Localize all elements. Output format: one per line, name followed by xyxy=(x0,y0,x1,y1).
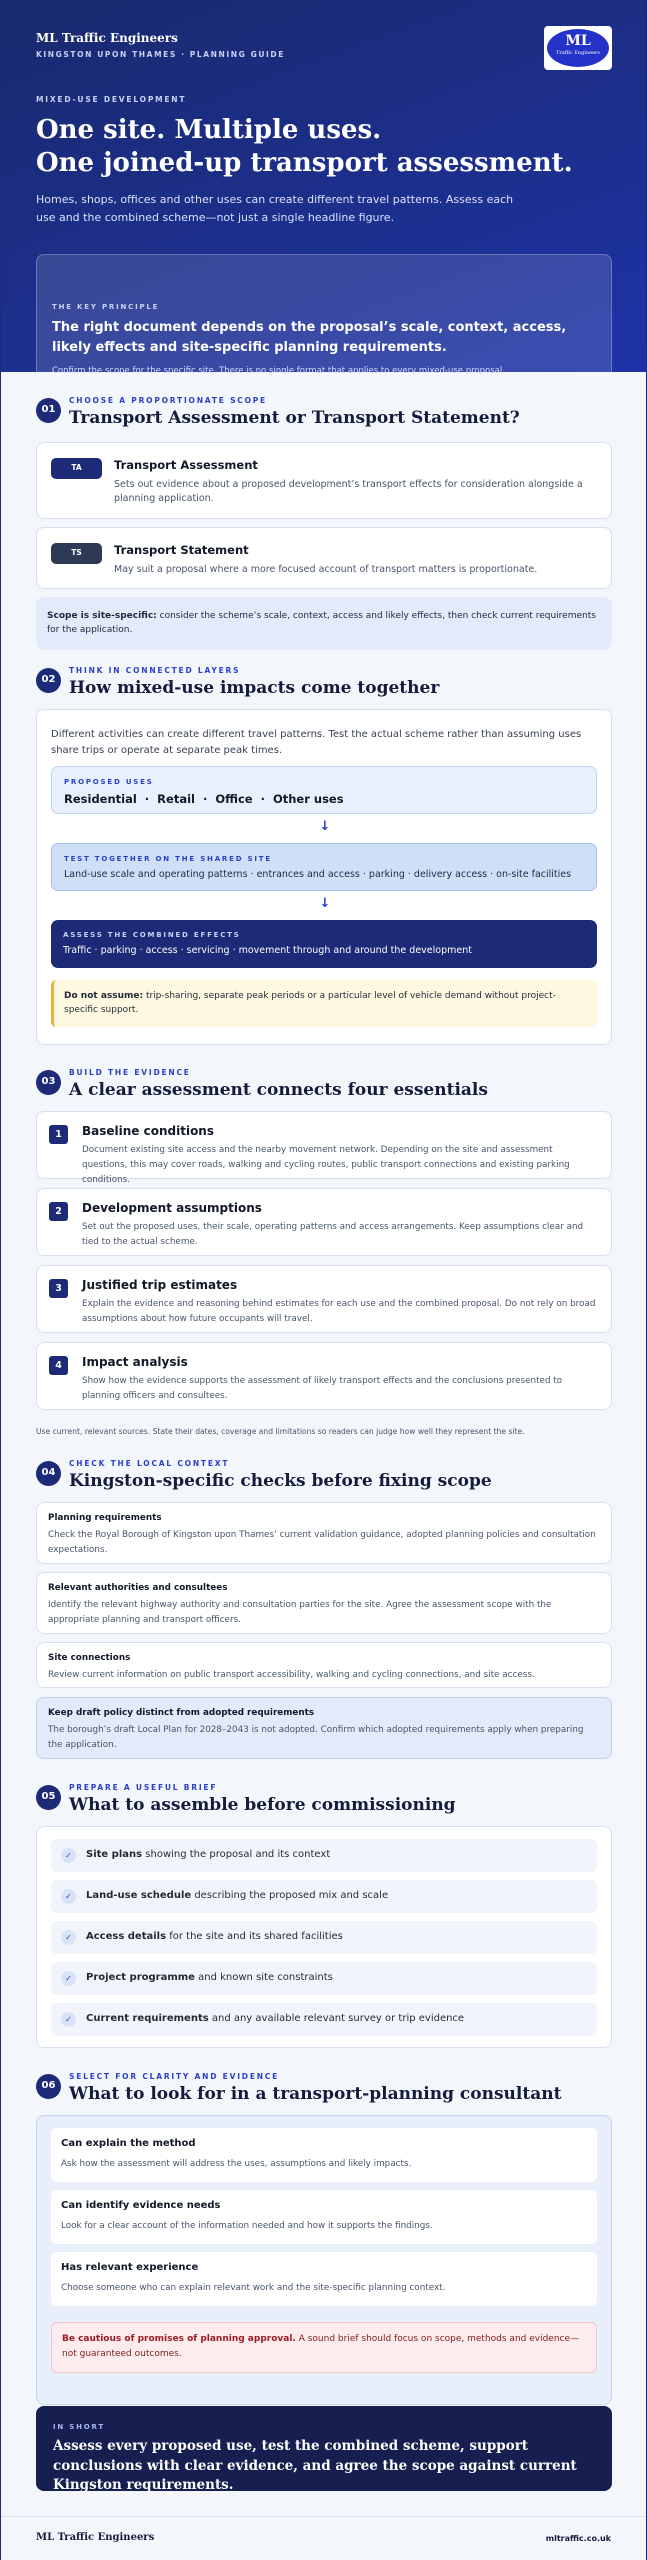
warn-text: trip-sharing, separate peak periods or a particular level of vehicle demand without project-specific support. xyxy=(64,991,556,1016)
section-eyebrow: CHOOSE A PROPORTIONATE SCOPE xyxy=(69,396,267,405)
key-principle-card xyxy=(36,254,612,391)
sources-footnote: Use current, relevant sources. State their dates, coverage and limitations so readers can judge how well they represent the site. xyxy=(36,1427,525,1436)
principle-eyebrow: THE KEY PRINCIPLE xyxy=(52,303,160,312)
section-title: What to assemble before commissioning xyxy=(69,1794,456,1815)
step-number: 2 xyxy=(49,1202,68,1221)
check-description: Identify the relevant highway authority and consultation parties for the site. Agree the assessment scope with the appropriate planning and transport officers. xyxy=(48,1599,552,1625)
logo-text: Traffic Engineers xyxy=(555,50,600,56)
company-logo[interactable] xyxy=(544,26,612,70)
hero xyxy=(1,0,646,377)
consultant-criteria xyxy=(36,2115,612,2405)
scope-note xyxy=(36,597,612,650)
checklist-text: Current requirements and any available relevant survey or trip evidence xyxy=(86,2013,465,2025)
hero-title xyxy=(36,114,611,179)
section-header xyxy=(36,2072,612,2104)
section-header xyxy=(36,1068,612,1100)
check-title: Relevant authorities and consultees xyxy=(48,1583,228,1593)
check-icon: ✓ xyxy=(61,2012,76,2027)
check-title: Keep draft policy distinct from adopted requirements xyxy=(48,1708,315,1718)
criterion-title: Can explain the method xyxy=(61,2138,196,2149)
section-title: What to look for in a transport-planning consultant xyxy=(69,2083,562,2104)
section-scope xyxy=(36,396,612,646)
hero-title-line1: One site. Multiple uses. xyxy=(36,115,382,146)
summary-text: Assess every proposed use, test the combined scheme, support conclusions with clear evidence, and agree the scope against current Kingston requirements. xyxy=(53,2438,577,2494)
criterion-description: Choose someone who can explain relevant work and the site-specific planning context. xyxy=(61,2282,446,2293)
checklist-item xyxy=(51,1962,597,1995)
check-icon: ✓ xyxy=(61,1889,76,1904)
logo-badge xyxy=(547,29,609,67)
criterion-card xyxy=(51,2252,597,2306)
section-eyebrow: BUILD THE EVIDENCE xyxy=(69,1068,191,1077)
criterion-title: Can identify evidence needs xyxy=(61,2200,221,2211)
step-card xyxy=(36,1342,612,1410)
step-description: Set out the proposed uses, their scale, operating patterns and access arrangements. Keep assumptions clear and tied to the actual scheme. xyxy=(82,1222,584,1248)
proposed-uses-list: Residential · Retail · Office · Other uses xyxy=(64,792,344,807)
ts-tag: TS xyxy=(51,543,102,564)
combined-effects-box xyxy=(51,920,597,968)
transport-statement-card xyxy=(36,527,612,589)
step-description: Show how the evidence supports the assessment of likely transport effects and the conclusions presented to planning officers and consultees. xyxy=(82,1376,563,1402)
check-description: Check the Royal Borough of Kingston upon Thames’ current validation guidance, adopted planning policies and consultation expectations. xyxy=(48,1529,596,1555)
flow-arrow-icon: ↓ xyxy=(319,896,331,911)
principle-text: The right document depends on the proposal’s scale, context, access, likely effects and site-specific planning requirements. xyxy=(52,320,567,355)
step-number: 4 xyxy=(49,1356,68,1375)
check-title: Planning requirements xyxy=(48,1513,162,1523)
footer-brand[interactable]: ML Traffic Engineers xyxy=(36,2532,155,2544)
section-number: 03 xyxy=(36,1070,61,1095)
checklist-text: Access details for the site and its shared facilities xyxy=(86,1931,343,1943)
check-card xyxy=(36,1572,612,1634)
section-eyebrow: THINK IN CONNECTED LAYERS xyxy=(69,666,241,675)
ts-title: Transport Statement xyxy=(114,543,249,557)
proposed-uses-eyebrow: PROPOSED USES xyxy=(64,778,154,786)
ta-tag: TA xyxy=(51,458,102,479)
warn-bold: Do not assume: xyxy=(64,991,144,1001)
section-number: 05 xyxy=(36,1785,61,1810)
check-card xyxy=(36,1502,612,1564)
section-title: A clear assessment connects four essentials xyxy=(69,1079,488,1100)
section-local-context xyxy=(36,1459,612,1769)
checklist-item xyxy=(51,1880,597,1913)
step-description: Explain the evidence and reasoning behind estimates for each use and the combined proposal. Do not rely on broad assumptions about how future occupants will travel. xyxy=(82,1299,596,1325)
checklist-item xyxy=(51,2003,597,2036)
step-description: Document existing site access and the nearby movement network. Depending on the site and assessment questions, this may cover roads, walking and cycling routes, public transport connections and existing parking conditions. xyxy=(82,1145,570,1186)
step-card xyxy=(36,1265,612,1333)
section-number: 04 xyxy=(36,1461,61,1486)
section-number: 06 xyxy=(36,2074,61,2099)
section-impacts xyxy=(36,666,612,1056)
section-eyebrow: SELECT FOR CLARITY AND EVIDENCE xyxy=(69,2072,280,2081)
footer-url-link[interactable]: mltraffic.co.uk xyxy=(545,2533,611,2543)
caution-text: A sound brief should focus on scope, methods and evidence—not guaranteed outcomes. xyxy=(62,2334,580,2360)
logo-initials: ML xyxy=(565,33,591,49)
principle-subtext: Confirm the scope for the specific site. There is no single format that applies to every mixed-use proposal. xyxy=(52,366,505,377)
ta-description: Sets out evidence about a proposed development’s transport effects for consideration alongside a planning application. xyxy=(114,478,583,505)
section-title: How mixed-use impacts come together xyxy=(69,677,440,698)
hero-eyebrow: MIXED-USE DEVELOPMENT xyxy=(36,95,187,105)
check-description: Review current information on public transport accessibility, walking and cycling connections, and site access. xyxy=(48,1669,535,1680)
ta-title: Transport Assessment xyxy=(114,458,258,472)
combined-effects-eyebrow: ASSESS THE COMBINED EFFECTS xyxy=(63,931,241,939)
step-title: Impact analysis xyxy=(82,1355,188,1369)
footer xyxy=(1,2516,646,2560)
section-header xyxy=(36,1459,612,1491)
criterion-description: Look for a clear account of the information needed and how it supports the findings. xyxy=(61,2220,433,2231)
step-title: Baseline conditions xyxy=(82,1124,214,1138)
check-icon: ✓ xyxy=(61,1848,76,1863)
draft-policy-note xyxy=(36,1697,612,1759)
brief-checklist xyxy=(36,1826,612,2048)
section-eyebrow: PREPARE A USEFUL BRIEF xyxy=(69,1783,218,1792)
section-evidence xyxy=(36,1068,612,1438)
caution-bold: Be cautious of promises of planning approval. xyxy=(62,2334,296,2344)
transport-assessment-card xyxy=(36,442,612,519)
brand-name[interactable]: ML Traffic Engineers xyxy=(36,31,178,45)
step-number: 3 xyxy=(49,1279,68,1298)
impacts-card xyxy=(36,709,612,1045)
step-title: Justified trip estimates xyxy=(82,1278,238,1292)
combined-effects-text: Traffic · parking · access · servicing · movement through and around the development xyxy=(63,945,472,957)
do-not-assume-note xyxy=(51,980,597,1027)
check-description: The borough’s draft Local Plan for 2028–2043 is not adopted. Confirm which adopted requirements apply when preparing the application. xyxy=(48,1724,584,1750)
checklist-text: Site plans showing the proposal and its context xyxy=(86,1849,331,1861)
checklist-text: Land-use schedule describing the proposed mix and scale xyxy=(86,1890,389,1902)
step-number: 1 xyxy=(49,1125,68,1144)
section-title: Transport Assessment or Transport Statement? xyxy=(69,407,520,428)
step-card xyxy=(36,1111,612,1186)
step-card xyxy=(36,1188,612,1256)
flow-arrow-icon: ↓ xyxy=(319,819,331,834)
shared-site-box xyxy=(51,843,597,891)
summary-card xyxy=(36,2406,612,2494)
summary-eyebrow: IN SHORT xyxy=(53,2423,106,2431)
shared-site-text: Land-use scale and operating patterns · entrances and access · parking · delivery access · on-site facilities xyxy=(64,869,572,881)
section-header xyxy=(36,666,612,698)
checklist-item xyxy=(51,1921,597,1954)
criterion-card xyxy=(51,2190,597,2244)
criterion-description: Ask how the assessment will address the uses, assumptions and likely impacts. xyxy=(61,2158,412,2169)
hero-title-line2: One joined-up transport assessment. xyxy=(36,147,573,178)
impacts-intro: Different activities can create different travel patterns. Test the actual scheme rather than assuming uses share trips or operate at separate peak times. xyxy=(51,729,582,756)
criterion-card xyxy=(51,2128,597,2182)
hero-lead: Homes, shops, offices and other uses can create different travel patterns. Assess each use and the combined scheme—not just a single headline figure. xyxy=(36,193,514,224)
check-icon: ✓ xyxy=(61,1971,76,1986)
section-header xyxy=(36,396,612,428)
check-icon: ✓ xyxy=(61,1930,76,1945)
scope-note-bold: Scope is site-specific: xyxy=(47,611,157,621)
section-number: 02 xyxy=(36,668,61,693)
checklist-item xyxy=(51,1839,597,1872)
scope-note-text: consider the scheme’s scale, context, access and likely effects, then check current requirements for the application. xyxy=(47,611,596,636)
step-title: Development assumptions xyxy=(82,1201,262,1215)
checklist-text: Project programme and known site constraints xyxy=(86,1972,333,1984)
section-number: 01 xyxy=(36,398,61,423)
brand-subtitle: KINGSTON UPON THAMES · PLANNING GUIDE xyxy=(36,50,285,60)
caution-note xyxy=(51,2322,597,2373)
criterion-title: Has relevant experience xyxy=(61,2262,199,2273)
check-card xyxy=(36,1642,612,1688)
section-header xyxy=(36,1783,612,1815)
section-consultant xyxy=(36,2072,612,2407)
section-title: Kingston-specific checks before fixing scope xyxy=(69,1470,492,1491)
section-brief xyxy=(36,1783,612,2053)
shared-site-eyebrow: TEST TOGETHER ON THE SHARED SITE xyxy=(64,855,272,863)
section-eyebrow: CHECK THE LOCAL CONTEXT xyxy=(69,1459,230,1468)
check-title: Site connections xyxy=(48,1653,131,1663)
proposed-uses-box xyxy=(51,766,597,814)
ts-description: May suit a proposal where a more focused account of transport matters is proportionate. xyxy=(114,563,538,575)
